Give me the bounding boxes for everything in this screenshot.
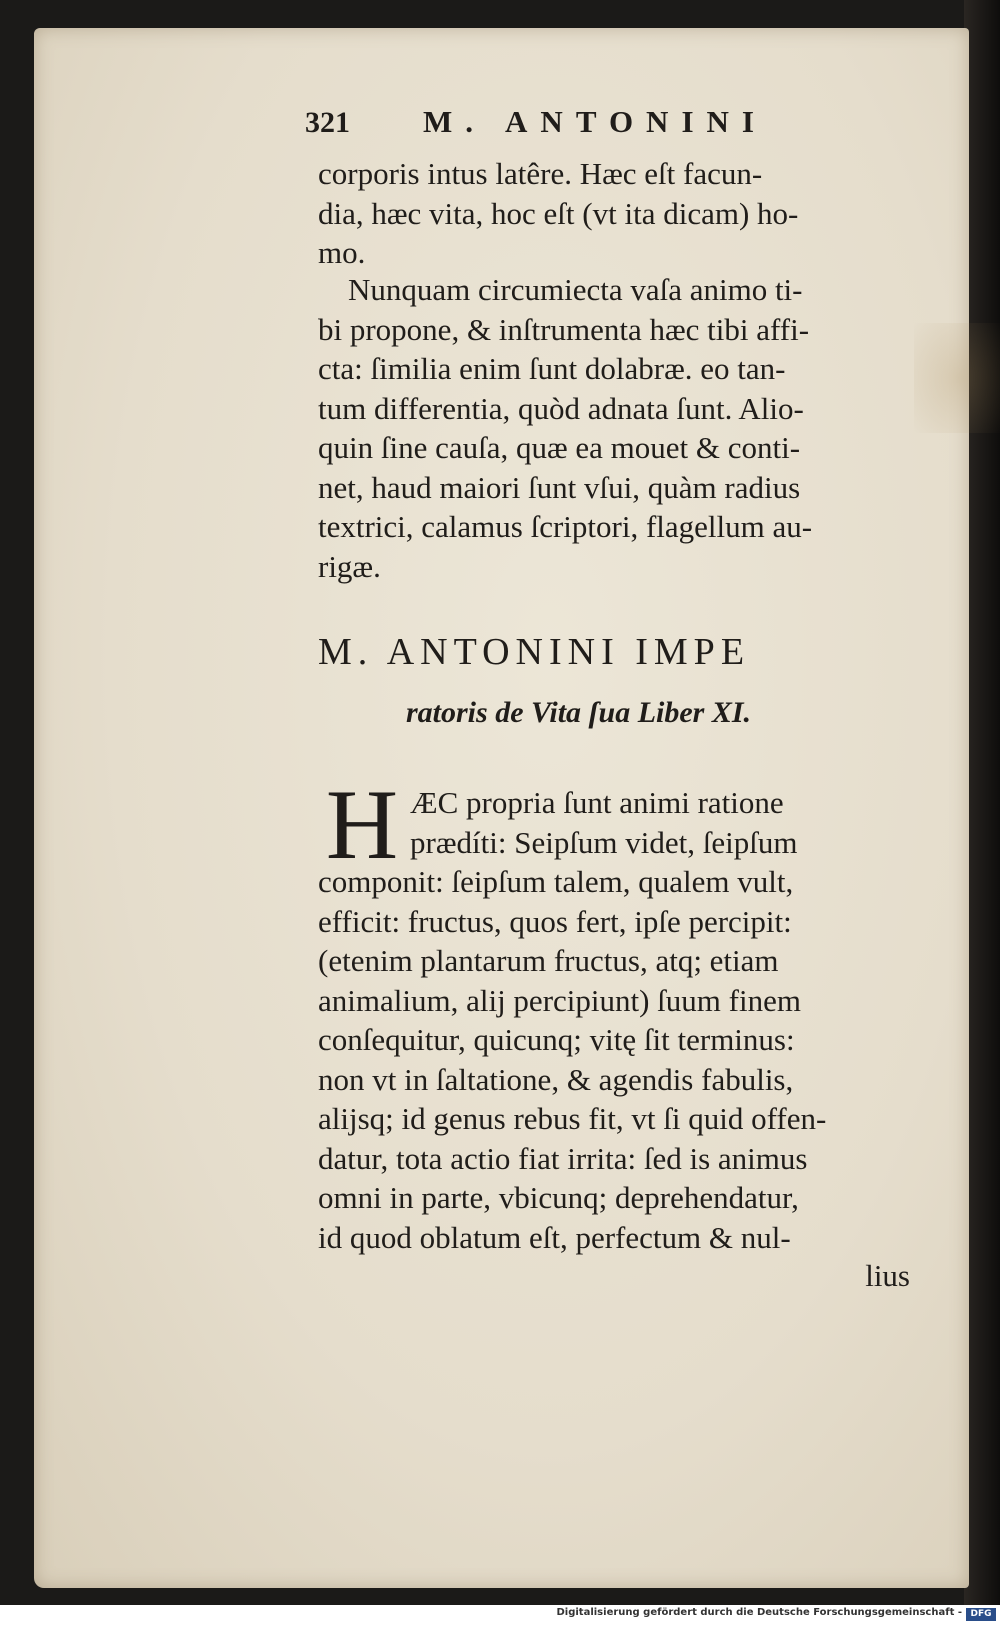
- text-line: conſequitur, quicunq; vitę ſit terminus:: [318, 1022, 795, 1057]
- dfg-logo[interactable]: DFG: [966, 1608, 996, 1621]
- text-line: omni in parte, vbicunq; deprehendatur,: [318, 1180, 799, 1215]
- text-line: datur, tota actio fiat irrita: ſed is animus: [318, 1140, 808, 1176]
- book-xi-opening-paragraph: [318, 769, 918, 1257]
- text-line: quin ſine cauſa, quæ ea mouet & conti-: [318, 430, 801, 465]
- drop-cap: H: [325, 769, 399, 880]
- running-head-title: M. ANTONINI: [423, 104, 767, 139]
- text-line: corporis intus latêre. Hæc eſt facun-: [318, 156, 763, 191]
- text-line: net, haud maiori ſunt vſui, quàm radius: [318, 469, 801, 505]
- text-line: dia, hæc vita, hoc eſt (vt ita dicam) ho-: [318, 195, 799, 231]
- book-heading-subtitle: ratoris de Vita ſua Liber XI.: [406, 696, 752, 729]
- text-line: mo.: [318, 235, 366, 270]
- text-line: rigæ.: [318, 548, 381, 584]
- digitization-footer: [0, 1605, 1000, 1625]
- running-head: [305, 104, 860, 144]
- catchword: lius: [865, 1258, 910, 1293]
- text-line: prædíti: Seipſum videt, ſeipſum: [410, 824, 798, 860]
- text-line: (etenim plantarum fructus, atq; etiam: [318, 943, 779, 978]
- page-number: 321: [305, 106, 350, 139]
- text-line: bi propone, & inſtrumenta hæc tibi affi-: [318, 311, 810, 347]
- paragraph-nunquam: [318, 270, 918, 586]
- text-line: Nunquam circumiecta vaſa animo ti-: [348, 272, 803, 307]
- text-line: alijsq; id genus rebus fit, vt ſi quid offen-: [318, 1101, 827, 1136]
- text-line: componit: ſeipſum talem, qualem vult,: [318, 864, 794, 899]
- text-line: textrici, calamus ſcriptori, flagellum au-: [318, 509, 813, 544]
- text-line: id quod oblatum eſt, perfectum & nul-: [318, 1219, 791, 1255]
- text-line: non vt in ſaltatione, & agendis fabulis,: [318, 1061, 794, 1097]
- text-line: cta: ſimilia enim ſunt dolabræ. eo tan-: [318, 351, 786, 386]
- text-line: efficit: fructus, quos fert, ipſe percipit:: [318, 903, 792, 939]
- book-heading-title: M. ANTONINI IMPE: [318, 631, 751, 673]
- paragraph-continued: [318, 154, 918, 273]
- book-heading: [318, 630, 918, 730]
- funding-credit: Digitalisierung gefördert durch die Deutsche Forschungsgemeinschaft -: [556, 1607, 962, 1618]
- text-line: animalium, alij percipiunt) ſuum finem: [318, 982, 801, 1018]
- text-line: tum differentia, quòd adnata ſunt. Alio-: [318, 390, 804, 426]
- text-line: ÆC propria ſunt animi ratione: [410, 785, 784, 820]
